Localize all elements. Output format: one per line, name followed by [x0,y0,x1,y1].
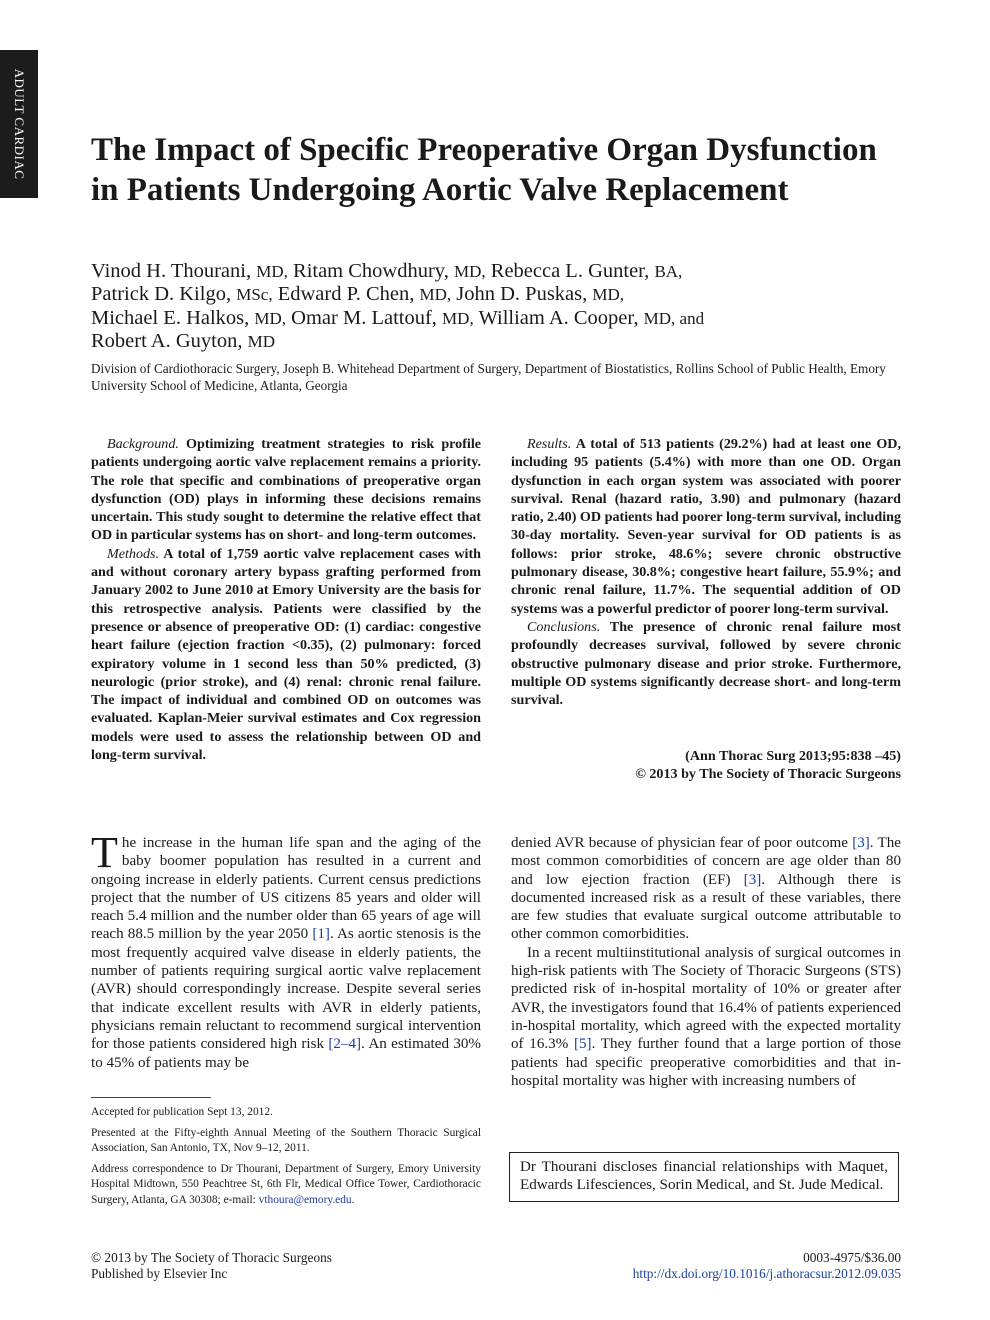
email-link[interactable]: vthoura@emory.edu [258,1193,352,1206]
drop-cap: T [91,828,118,877]
background-text: Optimizing treatment strategies to risk profile patients undergoing aortic valve replacement remains a priority. The role that specific and combinations of preoperative organ dysfunction (OD) plays in informing these decisions remains uncertain. This study sought to determine the relative effect that OD in particular systems has on short- and long-term outcomes. [91,436,481,544]
author-name: Patrick D. Kilgo, [91,283,232,306]
author-degree: MD, [442,308,474,328]
footer-left [91,1250,332,1281]
author-name: Vinod H. Thourani, [91,260,252,282]
author-degree: MD, [256,262,288,281]
correspondence-note [91,1162,481,1209]
author-name: Rebecca L. Gunter, [490,260,650,282]
body-text: In a recent multiinstitutional analysis of surgical outcomes in high-risk patients with The Society of Thoracic Surgeons (STS) predicted risk of in-hospital mortality of 10% or greater after AVR, the investigators found that 16.4% of patients experienced in-hospital mortality, which agreed with the expected mortality of 16.3% [511,944,901,1053]
citation-line: (Ann Thorac Surg 2013;95:838 –45) [685,748,901,764]
disclosure-box: Dr Thourani discloses financial relationships with Maquet, Edwards Lifesciences, Sorin Medical, and St. Jude Medical. [509,1152,899,1202]
abstract-methods [91,545,481,765]
author-degree: MD [247,331,275,351]
section-tab [0,50,38,198]
author-name: Omar M. Lattouf, [291,306,437,329]
body-text: he increase in the human life span and the aging of the baby boomer population has resulted in a current and ongoing increase in elderly patients. Current census predictions project that the number of US citizens 85 years and older will reach 5.4 million and the number older than 65 years of age will reach 88.5 million by the year 2050 [91,835,481,943]
conclusions-label: Conclusions. [527,618,601,635]
footer-right [560,1250,901,1281]
background-label: Background. [107,436,179,452]
abstract-right-column [511,435,901,709]
results-label: Results. [527,436,572,452]
accepted-note: Accepted for publication Sept 13, 2012. [91,1106,273,1118]
body-text: . An estimated 30% to 45% of patients may be [91,1036,482,1071]
correspondence-end: . [351,1193,355,1206]
intro-paragraph [91,828,482,1072]
presented-note: Presented at the Fifty-eighth Annual Meeting of the Southern Thoracic Surgical Association, San Antonio, TX, Nov 9–12, 2011. [91,1126,481,1154]
author-degree: MD, [419,285,452,305]
author-name: Ritam Chowdhury, [293,260,449,282]
author-degree: MSc, [236,285,273,305]
body-text: . The most common comorbidities of concern are age older than 80 and low ejection fraction (EF) [511,835,901,888]
body-right-column [511,834,901,1090]
body-text: . Although there is documented increased risk as a result of these variables, there are few studies that evaluate surgical outcome attributable to other common comorbidities. [511,871,901,943]
body-paragraph [511,834,901,944]
journal-citation [511,747,901,784]
abstract-copyright: © 2013 by The Society of Thoracic Surgeons [635,766,901,783]
author-degree: MD, [254,308,287,328]
abstract-conclusions [511,618,901,709]
methods-text: A total of 1,759 aortic valve replacement cases with and without coronary artery bypass grafting performed from January 2002 to June 2010 at Emory University are the basis for this retrospective analysis. Patients were classified by the presence or absence of preoperative OD: (1) cardiac: congestive heart failure (ejection fraction <0.35), (2) pulmonary: forced expiratory volume in 1 second less than 50% predicted, (3) neurologic (prior stroke), and (4) renal: chronic renal failure. The impact of individual and combined OD on outcomes was evaluated. Kaplan-Meier survival estimates and Cox regression models were used to assess the relationship between OD and long-term survival. [91,545,481,764]
footer-copyright: © 2013 by The Society of Thoracic Surgeons [91,1250,332,1265]
conclusions-text: The presence of chronic renal failure most profoundly decreases survival, followed by severe chronic obstructive pulmonary disease and prior stroke. Furthermore, multiple OD systems significantly decrease short- and long-term survival. [511,618,901,709]
author-degree: MD, [592,285,625,305]
section-tab-label: ADULT CARDIAC [12,68,27,180]
reference-link[interactable]: [2–4] [328,1036,362,1053]
abstract-background [91,435,481,545]
footnote-divider [91,1097,211,1098]
author-degree: MD, and [643,308,705,328]
abstract-left-column [91,435,481,764]
body-paragraph [511,944,901,1090]
reference-link[interactable]: [3] [743,871,762,888]
author-degree: MD, [453,262,486,281]
footer-publisher: Published by Elsevier Inc [91,1265,228,1281]
body-text: . They further found that a large portion of those patients had specific preoperative comorbidities and that in-hospital mortality was higher with increasing numbers of [511,1036,902,1089]
author-degree: BA, [654,262,683,281]
abstract-results [511,435,901,618]
body-left-column [91,828,482,1072]
author-name: Edward P. Chen, [277,283,415,306]
reference-link[interactable]: [5] [573,1036,592,1053]
article-title: The Impact of Specific Preoperative Organ Dysfunction in Patients Undergoing Aortic Valve Replacement [91,132,877,208]
footnotes [91,1105,481,1213]
methods-label: Methods. [107,545,160,562]
author-name: John D. Puskas, [456,283,588,306]
doi-link[interactable]: http://dx.doi.org/10.1016/j.athoracsur.2012.09.035 [632,1265,901,1281]
author-name: Michael E. Halkos, [91,306,250,329]
author-list [91,260,891,353]
body-text: denied AVR because of physician fear of poor outcome [511,835,853,851]
reference-link[interactable]: [3] [852,835,870,851]
footer-issn: 0003-4975/$36.00 [803,1250,901,1265]
affiliation: Division of Cardiothoracic Surgery, Joseph B. Whitehead Department of Surgery, Department of Biostatistics, Rollins School of Public Health, Emory University School of Medicine, Atlanta, Georgia [91,361,886,393]
results-text: A total of 513 patients (29.2%) had at least one OD, including 95 patients (5.4%) with more than one OD. Organ dysfunction in each organ system was associated with poorer survival. Renal (hazard ratio, 3.90) and pulmonary (hazard ratio, 2.40) OD patients had poorer long-term survival, including 30-day mortality. Seven-year survival for OD patients is as follows: prior stroke, 48.6%; severe chronic obstructive pulmonary disease, 30.8%; congestive heart failure, 55.9%; and chronic renal failure, 11.7%. The sequential addition of OD systems was a powerful predictor of poorer long-term survival. [511,436,901,617]
author-name: Robert A. Guyton, [91,329,243,352]
author-name: William A. Cooper, [478,306,639,329]
correspondence-text: Address correspondence to Dr Thourani, Department of Surgery, Emory University Hospital Midtown, 550 Peachtree St, 6th Flr, Medical Office Tower, Cardiothoracic Surgery, Atlanta, GA 30308; e-mail: [91,1162,481,1206]
reference-link[interactable]: [1] [312,926,330,943]
body-text: . As aortic stenosis is the most frequently acquired valve disease in elderly patients, the number of patients requiring surgical aortic valve replacement (AVR) should correspondingly increase. Despite several series that indicate excellent results with AVR in elderly patients, physicians remain reluctant to recommend surgical intervention for those patients considered high risk [91,926,481,1053]
